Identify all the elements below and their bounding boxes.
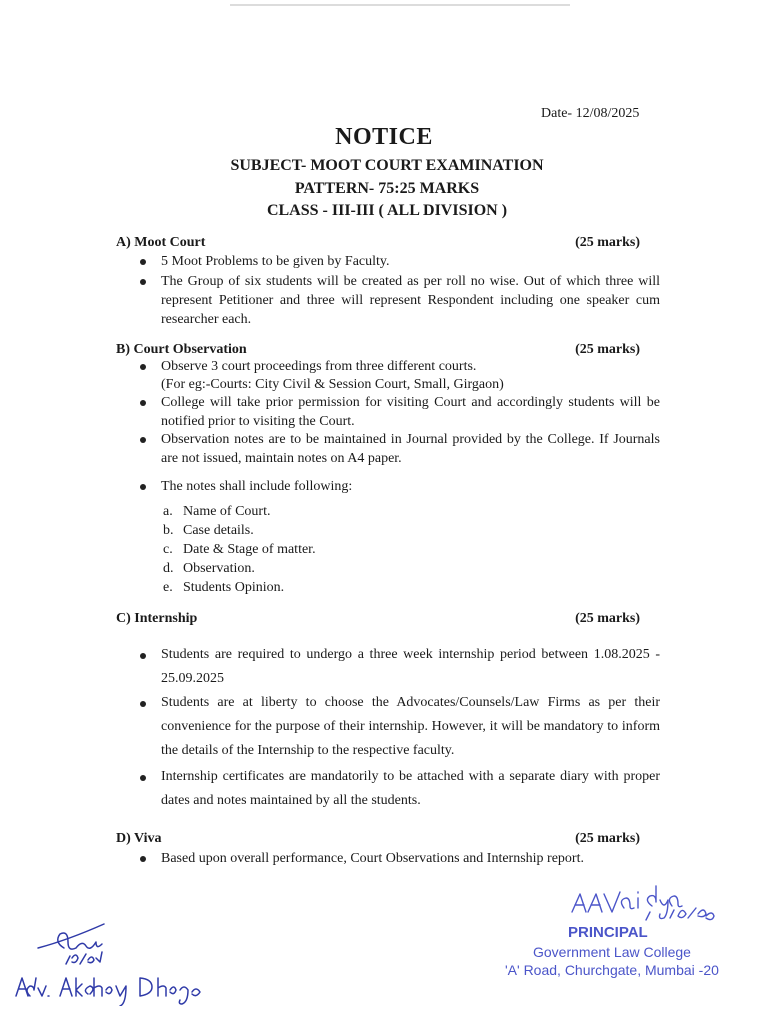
bullet-text: Internship certificates are mandatorily to be attached with a separate diary with proper dates and notes maintained by all the students. <box>161 769 660 808</box>
subject-line: SUBJECT- MOOT COURT EXAMINATION <box>230 157 544 174</box>
list-item-text: Date & Stage of matter. <box>183 542 316 557</box>
section-a-marks: (25 marks) <box>575 235 640 250</box>
section-b-heading <box>116 342 640 358</box>
list-item-label: b. <box>163 523 174 538</box>
section-a-heading <box>116 235 640 251</box>
list-item-text: Observation. <box>183 561 255 576</box>
faculty-signature-icon <box>8 918 208 1006</box>
list-item-text: Name of Court. <box>183 504 271 519</box>
section-b-title: B) Court Observation <box>116 342 247 357</box>
section-b-marks: (25 marks) <box>575 342 640 357</box>
list-item-label: c. <box>163 542 173 557</box>
stamp-title: PRINCIPAL <box>568 924 648 941</box>
section-c-title: C) Internship <box>116 611 198 626</box>
principal-signature-icon <box>560 872 720 928</box>
bullet-dot-icon <box>140 279 146 285</box>
section-d-marks: (25 marks) <box>575 831 640 846</box>
list-item-label: e. <box>163 580 173 595</box>
bullet-dot-icon <box>140 437 146 443</box>
list-item-text: Case details. <box>183 523 254 538</box>
list-item-label: d. <box>163 561 174 576</box>
bullet-text: The Group of six students will be created as per roll no wise. Out of which three will represent Petitioner and three will represent Respondent including one speaker cum researcher each. <box>161 274 660 327</box>
bullet-dot-icon <box>140 400 146 406</box>
bullet-dot-icon <box>140 484 146 490</box>
section-d-title: D) Viva <box>116 831 162 846</box>
bullet-text: Based upon overall performance, Court Observations and Internship report. <box>161 851 584 866</box>
notice-date: Date- 12/08/2025 <box>541 106 640 121</box>
bullet-text: 5 Moot Problems to be given by Faculty. <box>161 254 390 269</box>
section-c-heading <box>116 611 640 627</box>
notice-title: NOTICE <box>335 124 433 150</box>
list-item-label: a. <box>163 504 173 519</box>
bullet-text: College will take prior permission for visiting Court and accordingly students will be notified prior to visiting the Court. <box>161 395 660 429</box>
bullet-dot-icon <box>140 856 146 862</box>
class-line: CLASS - III-III ( ALL DIVISION ) <box>266 202 508 219</box>
section-a-title: A) Moot Court <box>116 235 206 250</box>
bullet-dot-icon <box>140 364 146 370</box>
stamp-college-name: Government Law College <box>533 944 691 960</box>
bullet-dot-icon <box>140 259 146 265</box>
bullet-dot-icon <box>140 653 146 659</box>
section-d-heading <box>116 831 640 847</box>
pattern-line: PATTERN- 75:25 MARKS <box>294 180 480 197</box>
court-example-text: (For eg:-Courts: City Civil & Session Court, Small, Girgaon) <box>161 377 504 392</box>
bullet-text: Observe 3 court proceedings from three different courts. <box>161 359 477 374</box>
bullet-dot-icon <box>140 775 146 781</box>
stamp-address: 'A' Road, Churchgate, Mumbai -20 <box>505 962 719 978</box>
scan-artifact-line <box>230 4 570 6</box>
bullet-dot-icon <box>140 701 146 707</box>
bullet-text: The notes shall include following: <box>161 479 353 494</box>
list-item-text: Students Opinion. <box>183 580 285 595</box>
bullet-text: Students are at liberty to choose the Advocates/Counsels/Law Firms as per their convenience for the purpose of their internship. However, it will be mandatory to inform the details of the Internship to the respective faculty. <box>161 695 660 758</box>
bullet-text: Students are required to undergo a three week internship period between 1.08.2025 - 25.09.2025 <box>161 647 660 686</box>
bullet-text: Observation notes are to be maintained in Journal provided by the College. If Journals are not issued, maintain notes on A4 paper. <box>161 432 660 466</box>
section-c-marks: (25 marks) <box>575 611 640 626</box>
